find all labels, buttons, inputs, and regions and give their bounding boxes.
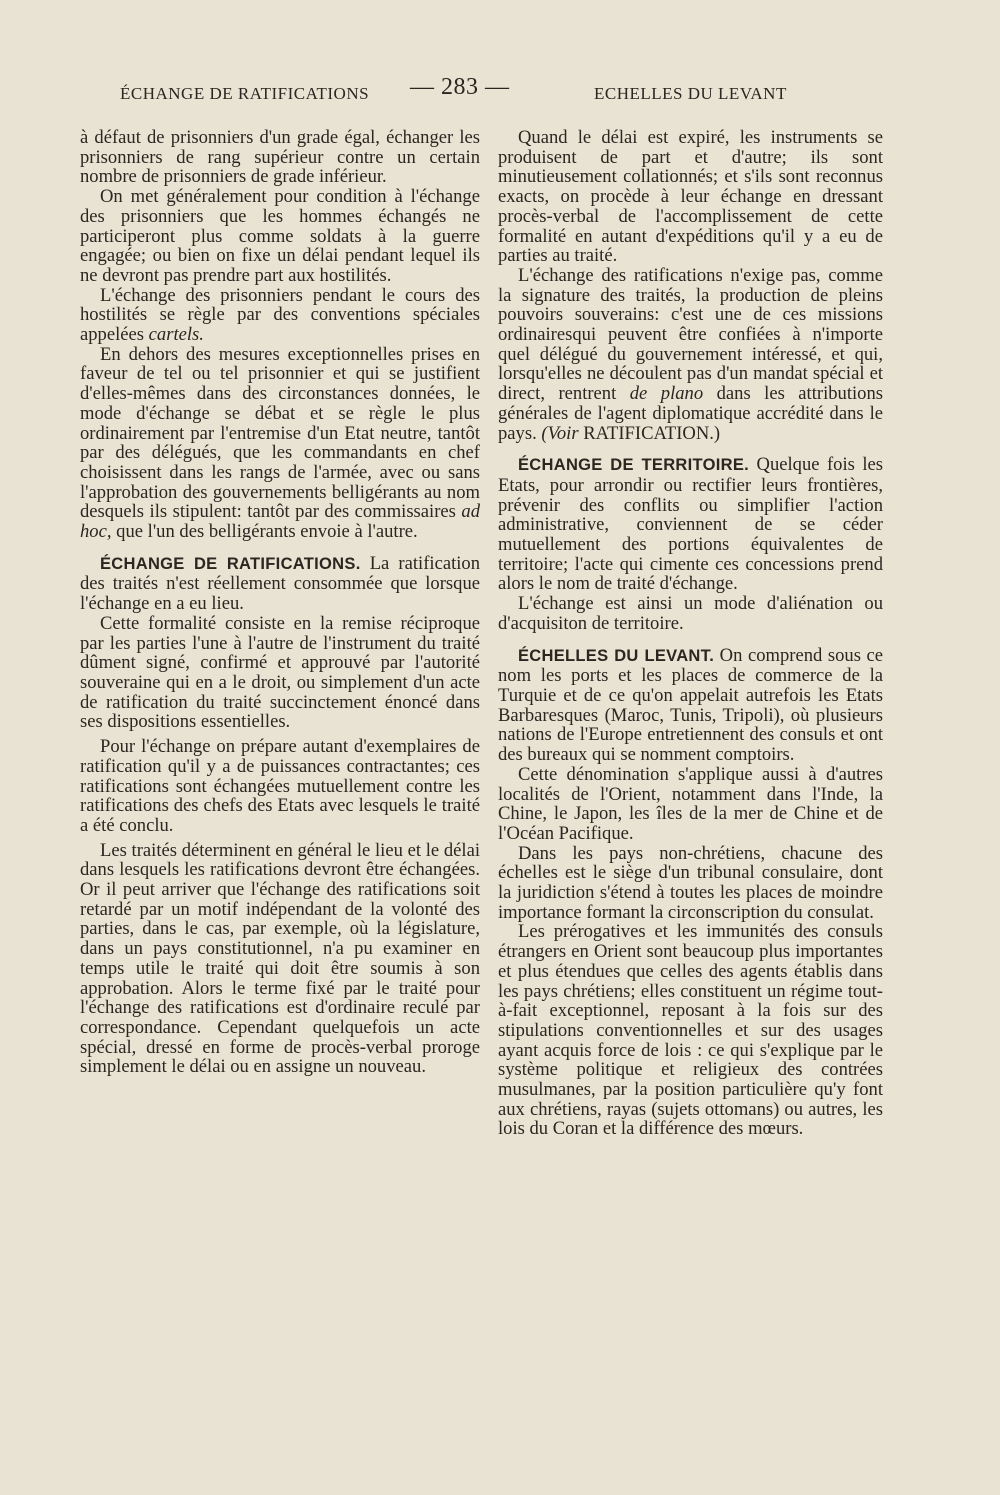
left-column (80, 128, 480, 1077)
paragraph: Pour l'échange on prépare autant d'exemplaires de ratification qu'il y a de puissances contractantes; ces ratifications sont échangées mutuellement contre les ratifications des chefs des Etats avec lesquels le traité a été conclu. (80, 736, 480, 836)
paragraph: Cette formalité consiste en la remise réciproque par les parties l'une à l'autre de l'instrument du traité dûment signé, confirmé et approuvé par l'autorité souveraine qui en a le droit, ou simplement d'un acte de ratification du traité succinctement énoncé dans ses dispositions essentielles. (80, 612, 480, 733)
paragraph-text: dans les attributions générales de l'agent diplomatique accrédité dans le pays. (498, 383, 883, 444)
paragraph: Quand le délai est expiré, les instruments se produisent de part et d'autre; ils sont minutieusement collationnés; et s'ils sont reconnus exacts, on procède à leur échange en dressant procès-verbal de l'accomplissement de cette formalité en autant d'expéditions qu'il y a eu de parties au traité. (498, 127, 883, 267)
cross-reference: RATIFICATION.) (583, 422, 721, 444)
italic-term: ad hoc, (80, 501, 480, 543)
paragraph: On met généralement pour condition à l'échange des prisonniers que les hommes échangés ne participeront plus comme soldats à la guerre engagée; ou bien on fixe un délai pendant lequel ils ne devront pas prendre part aux hostilités. (80, 186, 480, 286)
paragraph (80, 345, 480, 542)
italic-term: de plano (629, 383, 704, 405)
paragraph-text: que l'un des belligérants envoie à l'autre. (116, 521, 418, 543)
see-also-label: (Voir (541, 422, 579, 444)
entry-title: ÉCHELLES DU LEVANT. (518, 646, 715, 665)
dictionary-entry (498, 646, 883, 765)
paragraph: Les prérogatives et les immunités des consuls étrangers en Orient sont beaucoup plus importantes et plus étendues que celles des agents établis dans les pays chrétiens; elles constituent un régime tout-à-fait exceptionnel, reposant à la fois sur des stipulations conventionnelles et sur des usages ayant acquis force de lois : ce qui s'explique par le système politique et religieux des contrées musulmanes, par la position particulière qu'y font aux chrétiens, rayas (sujets ottomans) ou autres, les lois du Coran et la différence des mœurs. (498, 921, 883, 1140)
paragraph: L'échange est ainsi un mode d'aliénation ou d'acquisiton de territoire. (498, 593, 883, 634)
entry-title: ÉCHANGE DE RATIFICATIONS. (100, 554, 361, 573)
running-head-left: ÉCHANGE DE RATIFICATIONS (120, 84, 370, 103)
paragraph: à défaut de prisonniers d'un grade égal, échanger les prisonniers de rang supérieur contre un certain nombre de prisonniers de grade inférieur. (80, 127, 480, 188)
entry-text: On comprend sous ce nom les ports et les places de commerce de la Turquie et de ce qu'on appelait autrefois les Etats Barbaresques (Maroc, Tunis, Tripoli), où plusieurs nations de l'Europe entretiennent des consuls et ont des bureaux qui se nomment comptoirs. (498, 644, 883, 766)
paragraph: Cette dénomination s'applique aussi à d'autres localités de l'Orient, notamment dans l'Inde, la Chine, le Japon, les îles de la mer de Chine et de l'Océan Pacifique. (498, 763, 883, 844)
paragraph: Les traités déterminent en général le lieu et le délai dans lesquels les ratifications devront être échangées. Or il peut arriver que l'échange des ratifications soit retardé par un motif indépendant de la volonté des parties, dans le cas, par exemple, où la législature, dans un pays constitutionnel, n'a pu examiner en temps utile le traité qui doit être soumis à son approbation. Alors le terme fixé par le traité pour l'échange des ratifications est d'ordinaire reculé par correspondance. Cependant quelquefois un acte spécial, dressé en forme de procès-verbal proroge simplement le délai ou en assigne un nouveau. (80, 839, 480, 1078)
paragraph (498, 266, 883, 443)
paragraph-text: L'échange des prisonniers pendant le cours des hostilités se règle par des conventions spéciales appelées (80, 284, 480, 346)
italic-term: cartels. (148, 324, 204, 346)
dictionary-entry (80, 554, 480, 614)
running-head (110, 70, 810, 110)
paragraph-text: En dehors des mesures exceptionnelles prises en faveur de tel ou tel prisonnier et qui se justifient d'elles-mêmes dans des circonstances données, le mode d'échange se débat et se règle le plus ordinairement par l'entremise d'un Etat neutre, tantôt par des délégués, que les commandants en chef choisissent dans les rangs de l'armée, avec ou sans l'approbation des gouvernements belligérants au nom desquels ils stipulent: tantôt par des commissaires (80, 343, 480, 523)
right-column (498, 128, 883, 1139)
paragraph-text: L'échange des ratifications n'exige pas, comme la signature des traités, la production de pleins pouvoirs souverains: c'est une de ces missions ordinairesqui peuvent être confiées à n'importe quel délégué du gouvernement intéressé, et qui, lorsqu'elles ne découlent pas d'un mandat spécial et direct, rentrent (498, 264, 883, 405)
dictionary-entry (498, 455, 883, 594)
entry-text: La ratification des traités n'est réellement consommée que lorsque l'échange en a eu lieu. (80, 552, 480, 615)
entry-title: ÉCHANGE DE TERRITOIRE. (518, 456, 750, 475)
entry-text: Quelque fois les Etats, pour arrondir ou rectifier leurs frontières, prévenir des conflits ou simplifier l'action administrative, conviennent de se céder mutuellement des portions équivalentes de territoire; l'acte qui cimente ces concessions prend alors le nom de traité d'échange. (498, 454, 883, 595)
page-number: — 283 — (410, 74, 510, 100)
paragraph: Dans les pays non-chrétiens, chacune des échelles est le siège d'un tribunal consulaire, dont la juridiction s'étend à toutes les places de moindre importance formant la circonscription du consulat. (498, 842, 883, 923)
paragraph (80, 286, 480, 345)
running-head-right: ECHELLES DU LEVANT (594, 84, 787, 103)
